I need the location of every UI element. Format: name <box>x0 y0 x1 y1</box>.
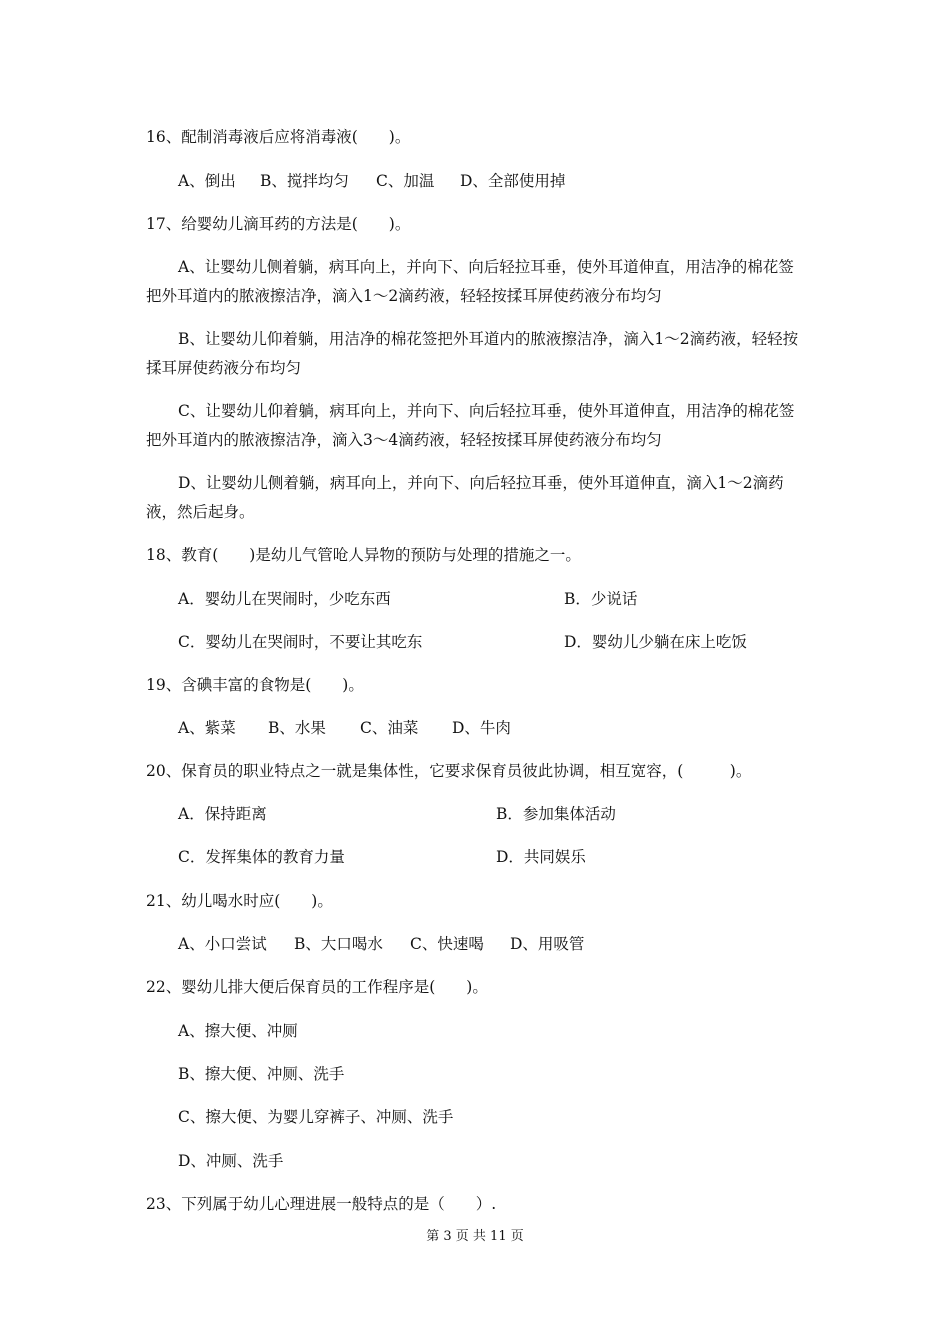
question-21-options <box>0 933 950 955</box>
question-19-options <box>0 717 950 739</box>
option-b: B．少说话 <box>564 590 638 608</box>
question-18-stem: 18、教育( )是幼儿气管呛人异物的预防与处理的措施之一。 <box>146 546 581 564</box>
option-b: B、搅拌均匀 <box>260 172 349 190</box>
option-c: C、加温 <box>376 172 435 190</box>
question-17-option-b: B、让婴幼儿仰着躺，用洁净的棉花签把外耳道内的脓液擦洁净，滴入1～2滴药液，轻轻按揉耳屏使药液分布均匀 <box>146 330 799 377</box>
question-19-stem: 19、含碘丰富的食物是( )。 <box>146 676 364 694</box>
option-d: D．婴幼儿少躺在床上吃饭 <box>564 633 747 651</box>
option-a: A、小口尝试 <box>178 935 267 953</box>
option-a: A、紫菜 <box>178 719 236 737</box>
option-b: B．参加集体活动 <box>496 805 616 823</box>
question-22-option-c: C、擦大便、为婴儿穿裤子、冲厕、洗手 <box>178 1108 454 1126</box>
question-22-stem: 22、婴幼儿排大便后保育员的工作程序是( )。 <box>146 978 488 996</box>
question-21-stem: 21、幼儿喝水时应( )。 <box>146 892 333 910</box>
question-20-stem: 20、保育员的职业特点之一就是集体性，它要求保育员彼此协调，相互宽容，( )。 <box>146 762 752 780</box>
page-footer: 第 3 页 共 11 页 <box>426 1229 524 1244</box>
option-c: C．婴幼儿在哭闹时，不要让其吃东 <box>178 633 423 651</box>
question-20-options-row-1 <box>0 803 950 825</box>
option-a: A、倒出 <box>178 172 236 190</box>
option-b: B、水果 <box>268 719 326 737</box>
question-17-option-a: A、让婴幼儿侧着躺，病耳向上，并向下、向后轻拉耳垂，使外耳道伸直，用洁净的棉花签把外耳道内的脓液擦洁净，滴入1～2滴药液，轻轻按揉耳屏使药液分布均匀 <box>146 258 794 305</box>
question-17-option-c: C、让婴幼儿仰着躺，病耳向上，并向下、向后轻拉耳垂，使外耳道伸直，用洁净的棉花签把外耳道内的脓液擦洁净，滴入3～4滴药液，轻轻按揉耳屏使药液分布均匀 <box>146 402 795 449</box>
question-22-option-d: D、冲厕、洗手 <box>178 1152 284 1170</box>
option-c: C、油菜 <box>360 719 419 737</box>
question-17-option-d: D、让婴幼儿侧着躺，病耳向上，并向下、向后轻拉耳垂，使外耳道伸直，滴入1～2滴药液，然后起身。 <box>146 474 784 521</box>
question-16-options <box>0 170 950 192</box>
option-d: D、牛肉 <box>452 719 511 737</box>
question-20-options-row-2 <box>0 846 950 868</box>
question-17-stem: 17、给婴幼儿滴耳药的方法是( )。 <box>146 215 411 233</box>
option-d: D．共同娱乐 <box>496 848 586 866</box>
question-22-option-b: B、擦大便、冲厕、洗手 <box>178 1065 345 1083</box>
option-d: D、全部使用掉 <box>460 172 566 190</box>
option-b: B、大口喝水 <box>294 935 383 953</box>
question-23-stem: 23、下列属于幼儿心理进展一般特点的是（ ）. <box>146 1195 497 1213</box>
option-a: A．婴幼儿在哭闹时，少吃东西 <box>178 590 391 608</box>
option-d: D、用吸管 <box>510 935 585 953</box>
option-c: C、快速喝 <box>410 935 484 953</box>
question-22-option-a: A、擦大便、冲厕 <box>178 1022 298 1040</box>
option-a: A．保持距离 <box>178 805 267 823</box>
option-c: C．发挥集体的教育力量 <box>178 848 345 866</box>
question-18-options-row-2 <box>0 631 950 653</box>
question-18-options-row-1 <box>0 588 950 610</box>
question-16-stem: 16、配制消毒液后应将消毒液( )。 <box>146 128 411 146</box>
